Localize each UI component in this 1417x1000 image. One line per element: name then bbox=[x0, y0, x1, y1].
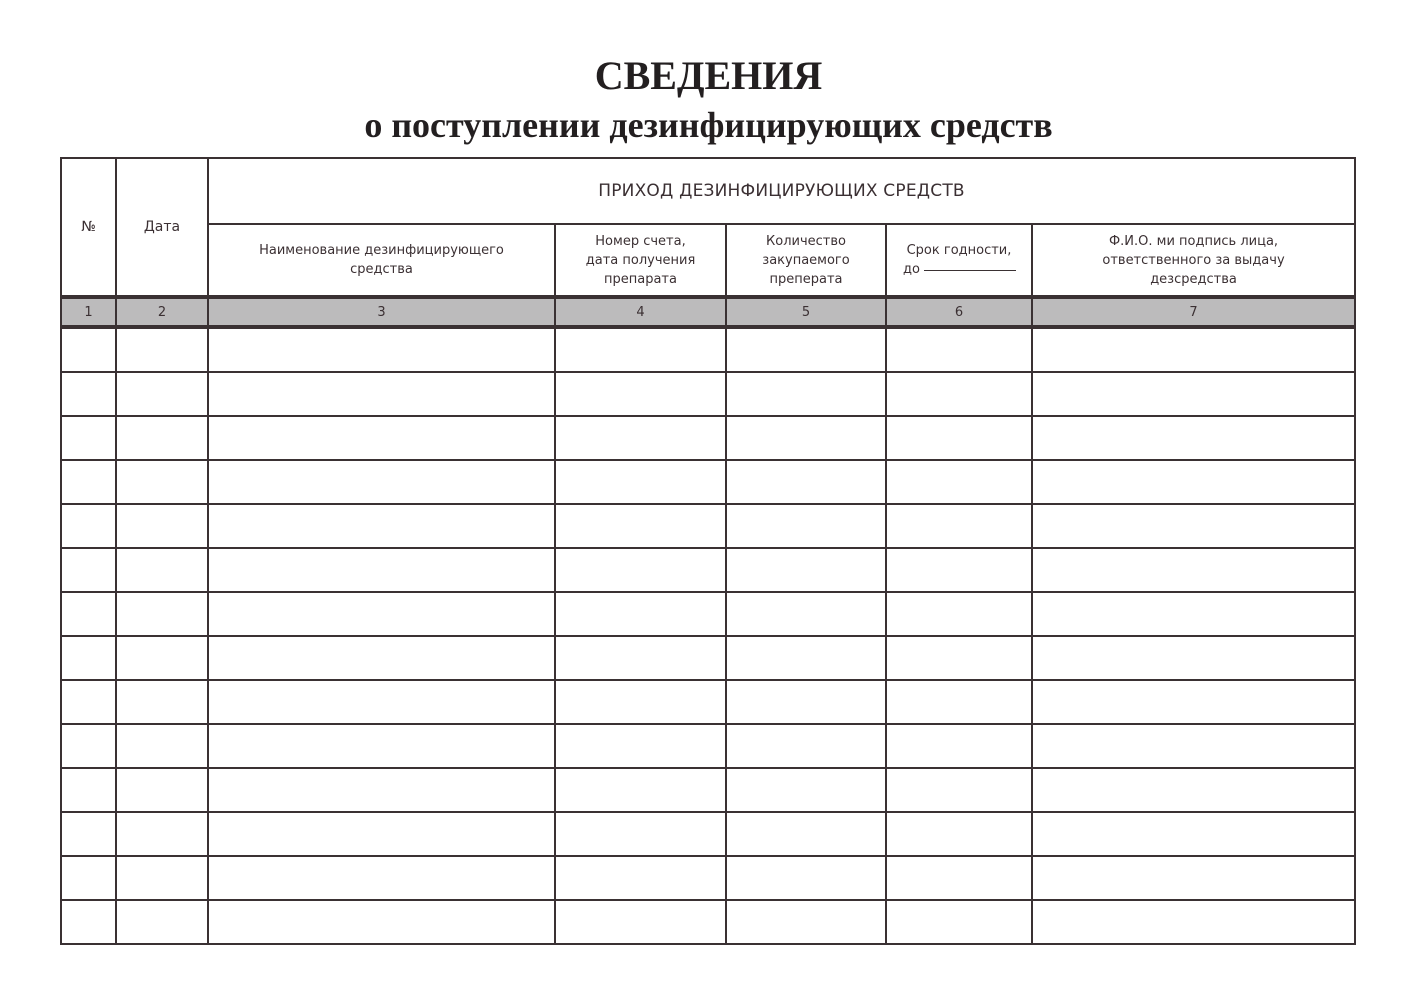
column-number-row bbox=[61, 297, 1355, 327]
table-cell[interactable] bbox=[61, 327, 116, 372]
column-number-3: 3 bbox=[208, 297, 555, 327]
header-expiry-line-2 bbox=[887, 260, 1031, 279]
header-date: Дата bbox=[116, 158, 208, 297]
header-invoice-line-3: препарата bbox=[604, 271, 677, 287]
header-number: № bbox=[61, 158, 116, 297]
table-cell[interactable] bbox=[61, 680, 116, 724]
table-cell[interactable] bbox=[61, 416, 116, 460]
header-expiry-line-1: Срок годности, bbox=[906, 243, 1012, 258]
table-cell[interactable] bbox=[886, 768, 1032, 812]
table-cell[interactable] bbox=[116, 812, 208, 856]
table-cell[interactable] bbox=[886, 372, 1032, 416]
table-row bbox=[61, 768, 1355, 812]
table-cell[interactable] bbox=[555, 327, 726, 372]
table-row bbox=[61, 548, 1355, 592]
table-cell[interactable] bbox=[726, 548, 886, 592]
page-subtitle: о поступлении дезинфицирующих средств bbox=[364, 105, 1053, 145]
table-cell[interactable] bbox=[116, 768, 208, 812]
table-cell[interactable] bbox=[886, 460, 1032, 504]
column-number-1: 1 bbox=[61, 297, 116, 327]
table-row bbox=[61, 680, 1355, 724]
table-cell[interactable] bbox=[116, 504, 208, 548]
table-cell[interactable] bbox=[208, 768, 555, 812]
table-cell[interactable] bbox=[1032, 416, 1355, 460]
table-cell[interactable] bbox=[886, 548, 1032, 592]
table-cell[interactable] bbox=[208, 812, 555, 856]
table-cell[interactable] bbox=[886, 900, 1032, 944]
table-cell[interactable] bbox=[61, 812, 116, 856]
table-cell[interactable] bbox=[1032, 504, 1355, 548]
table-cell[interactable] bbox=[555, 372, 726, 416]
journal-table bbox=[60, 157, 1356, 945]
table-cell[interactable] bbox=[208, 680, 555, 724]
table-cell[interactable] bbox=[555, 768, 726, 812]
table-cell[interactable] bbox=[1032, 372, 1355, 416]
table-cell[interactable] bbox=[116, 680, 208, 724]
column-number-4: 4 bbox=[555, 297, 726, 327]
header-quantity-line-2: закупаемого bbox=[762, 252, 850, 268]
page-title: СВЕДЕНИЯ bbox=[594, 53, 823, 98]
table-cell[interactable] bbox=[555, 856, 726, 900]
column-number-2: 2 bbox=[116, 297, 208, 327]
table-cell[interactable] bbox=[555, 812, 726, 856]
table-cell[interactable] bbox=[1032, 592, 1355, 636]
table-cell[interactable] bbox=[555, 504, 726, 548]
table-cell[interactable] bbox=[116, 372, 208, 416]
table-cell[interactable] bbox=[886, 812, 1032, 856]
header-invoice-line-1: Номер счета, bbox=[595, 233, 686, 249]
table-cell[interactable] bbox=[726, 724, 886, 768]
table-cell[interactable] bbox=[555, 416, 726, 460]
table-row bbox=[61, 636, 1355, 680]
table-cell[interactable] bbox=[555, 680, 726, 724]
header-responsible-line-1: Ф.И.О. ми подпись лица, bbox=[1108, 233, 1279, 249]
table-cell[interactable] bbox=[61, 768, 116, 812]
table-cell[interactable] bbox=[886, 592, 1032, 636]
table-cell[interactable] bbox=[116, 592, 208, 636]
header-quantity bbox=[726, 224, 886, 297]
table-cell[interactable] bbox=[116, 327, 208, 372]
table-cell[interactable] bbox=[886, 636, 1032, 680]
table-row bbox=[61, 724, 1355, 768]
table-cell[interactable] bbox=[1032, 856, 1355, 900]
table-cell[interactable] bbox=[1032, 768, 1355, 812]
table-row bbox=[61, 856, 1355, 900]
table-cell[interactable] bbox=[208, 504, 555, 548]
expiry-date-blank bbox=[924, 269, 1016, 271]
table-row bbox=[61, 460, 1355, 504]
table-row bbox=[61, 812, 1355, 856]
header-responsible-line-2: ответственного за выдачу bbox=[1102, 252, 1285, 268]
table-cell[interactable] bbox=[726, 768, 886, 812]
table-cell[interactable] bbox=[116, 900, 208, 944]
table-row bbox=[61, 327, 1355, 372]
header-responsible-line-3: дезсредства bbox=[1150, 271, 1237, 287]
table-cell[interactable] bbox=[726, 460, 886, 504]
table-cell[interactable] bbox=[61, 460, 116, 504]
table-cell[interactable] bbox=[726, 680, 886, 724]
table-cell[interactable] bbox=[886, 724, 1032, 768]
header-responsible bbox=[1032, 224, 1355, 297]
header-receipt-group: ПРИХОД ДЕЗИНФИЦИРУЮЩИХ СРЕДСТВ bbox=[208, 158, 1355, 224]
table-row bbox=[61, 592, 1355, 636]
table-cell[interactable] bbox=[886, 504, 1032, 548]
table-cell[interactable] bbox=[726, 900, 886, 944]
table-cell[interactable] bbox=[726, 636, 886, 680]
table-cell[interactable] bbox=[1032, 460, 1355, 504]
column-number-6: 6 bbox=[886, 297, 1032, 327]
table-cell[interactable] bbox=[208, 856, 555, 900]
table-cell[interactable] bbox=[61, 372, 116, 416]
header-disinfectant-name-line-1: Наименование дезинфицирующего bbox=[259, 243, 504, 258]
column-number-5: 5 bbox=[726, 297, 886, 327]
table-cell[interactable] bbox=[1032, 724, 1355, 768]
table-cell[interactable] bbox=[555, 636, 726, 680]
table-cell[interactable] bbox=[116, 636, 208, 680]
header-quantity-line-3: преперата bbox=[769, 271, 843, 287]
table-cell[interactable] bbox=[1032, 636, 1355, 680]
table-cell[interactable] bbox=[116, 416, 208, 460]
table-cell[interactable] bbox=[61, 548, 116, 592]
column-number-7: 7 bbox=[1032, 297, 1355, 327]
table-cell[interactable] bbox=[726, 504, 886, 548]
table-cell[interactable] bbox=[1032, 680, 1355, 724]
header-expiry-until: до bbox=[903, 262, 920, 277]
table-cell[interactable] bbox=[726, 856, 886, 900]
table-cell[interactable] bbox=[555, 460, 726, 504]
table-cell[interactable] bbox=[886, 327, 1032, 372]
table-cell[interactable] bbox=[208, 327, 555, 372]
table-cell[interactable] bbox=[555, 548, 726, 592]
header-invoice bbox=[555, 224, 726, 297]
table-cell[interactable] bbox=[1032, 327, 1355, 372]
header-expiry bbox=[886, 224, 1032, 297]
table-cell[interactable] bbox=[116, 724, 208, 768]
table-cell[interactable] bbox=[116, 856, 208, 900]
table-cell[interactable] bbox=[208, 460, 555, 504]
table-cell[interactable] bbox=[208, 592, 555, 636]
table-cell[interactable] bbox=[208, 724, 555, 768]
table-cell[interactable] bbox=[208, 636, 555, 680]
table-cell[interactable] bbox=[726, 592, 886, 636]
table-cell[interactable] bbox=[886, 680, 1032, 724]
table-row bbox=[61, 372, 1355, 416]
table-cell[interactable] bbox=[886, 416, 1032, 460]
header-quantity-line-1: Количество bbox=[766, 233, 846, 249]
table-cell[interactable] bbox=[61, 724, 116, 768]
table-cell[interactable] bbox=[1032, 548, 1355, 592]
table-cell[interactable] bbox=[208, 900, 555, 944]
table-cell[interactable] bbox=[61, 592, 116, 636]
table-cell[interactable] bbox=[61, 504, 116, 548]
table-cell[interactable] bbox=[1032, 812, 1355, 856]
table-cell[interactable] bbox=[555, 900, 726, 944]
header-disinfectant-name bbox=[208, 224, 555, 297]
table-cell[interactable] bbox=[555, 592, 726, 636]
table-cell[interactable] bbox=[726, 416, 886, 460]
table-cell[interactable] bbox=[61, 636, 116, 680]
table-cell[interactable] bbox=[61, 856, 116, 900]
journal-body bbox=[61, 327, 1355, 944]
table-cell[interactable] bbox=[726, 327, 886, 372]
table-cell[interactable] bbox=[116, 548, 208, 592]
table-cell[interactable] bbox=[555, 724, 726, 768]
table-cell[interactable] bbox=[61, 900, 116, 944]
table-cell[interactable] bbox=[1032, 900, 1355, 944]
table-cell[interactable] bbox=[208, 548, 555, 592]
table-cell[interactable] bbox=[208, 372, 555, 416]
table-cell[interactable] bbox=[886, 856, 1032, 900]
table-cell[interactable] bbox=[726, 372, 886, 416]
table-row bbox=[61, 504, 1355, 548]
table-row bbox=[61, 900, 1355, 944]
header-disinfectant-name-line-2: средства bbox=[350, 262, 413, 277]
table-cell[interactable] bbox=[116, 460, 208, 504]
table-cell[interactable] bbox=[726, 812, 886, 856]
table-row bbox=[61, 416, 1355, 460]
table-cell[interactable] bbox=[208, 416, 555, 460]
header-invoice-line-2: дата получения bbox=[585, 252, 696, 268]
